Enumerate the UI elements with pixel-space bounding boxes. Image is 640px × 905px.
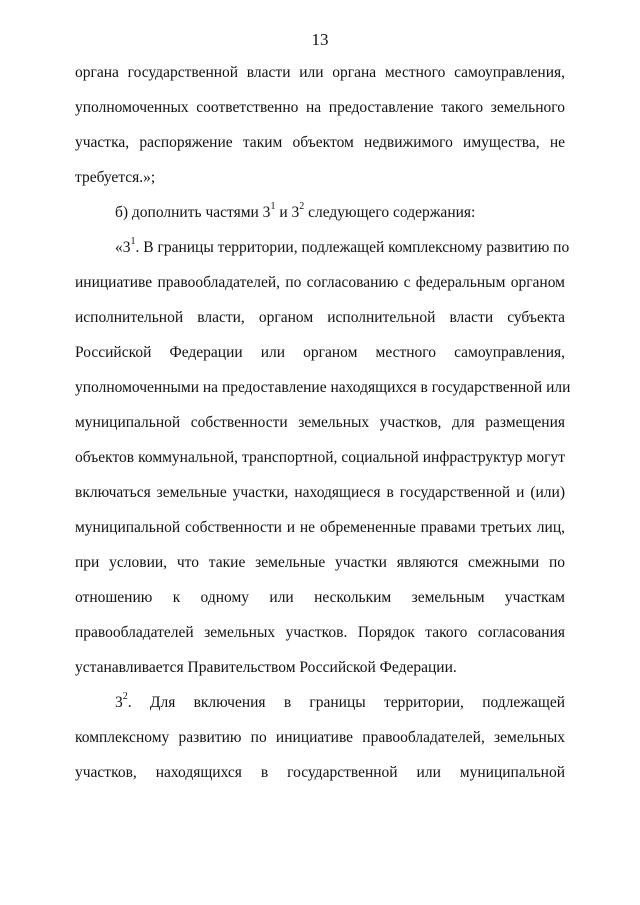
text-line: участков, находящихся в государственной или муниципальной: [75, 764, 565, 781]
text-line: уполномоченных соответственно на предоставление такого земельного: [75, 99, 565, 116]
superscript: 2: [299, 200, 305, 212]
text-line: исполнительной власти, органом исполнительной власти субъекта: [75, 309, 565, 326]
text-line: комплексному развитию по инициативе правообладателей, земельных: [75, 729, 565, 746]
text-line: устанавливается Правительством Российской Федерации.: [75, 659, 457, 676]
text-line: муниципальной собственности и не обремененные правами третьих лиц,: [75, 519, 565, 536]
text-fragment: . Для включения в границы территории, подлежащей: [127, 694, 565, 711]
superscript: 1: [130, 235, 136, 247]
text-line: муниципальной собственности земельных участков, для размещения: [75, 414, 565, 431]
text-fragment: б) дополнить частями 3: [115, 204, 271, 221]
text-line: объектов коммунальной, транспортной, социальной инфраструктур могут: [75, 449, 565, 466]
text-line: участка, распоряжение таким объектом недвижимого имущества, не: [75, 134, 565, 151]
text-fragment: «3: [115, 239, 131, 256]
text-line: правообладателей земельных участков. Порядок такого согласования: [75, 624, 565, 641]
text-line: уполномоченными на предоставление находящихся в государственной или: [75, 379, 571, 396]
superscript: 2: [122, 690, 128, 702]
text-fragment: . В границы территории, подлежащей комплексному развитию по: [135, 239, 570, 256]
paragraph-31-first-line: [115, 235, 570, 258]
text-fragment: 3: [115, 694, 123, 711]
text-line: включаться земельные участки, находящиеся в государственной и (или): [75, 484, 565, 501]
paragraph-32-first-line: [115, 690, 565, 713]
superscript: 1: [270, 200, 276, 212]
text-fragment: и 3: [275, 204, 300, 221]
text-line: отношению к одному или нескольким земельным участкам: [75, 589, 565, 606]
text-line: требуется.»;: [75, 169, 156, 186]
text-line: при условии, что такие земельные участки являются смежными по: [75, 554, 565, 571]
page-number: 13: [311, 30, 329, 49]
text-line: органа государственной власти или органа местного самоуправления,: [75, 64, 565, 81]
text-line: Российской Федерации или органом местного самоуправления,: [75, 344, 565, 361]
paragraph-b-line: [115, 200, 565, 223]
text-fragment: следующего содержания:: [304, 204, 476, 221]
text-line: инициативе правообладателей, по согласованию с федеральным органом: [75, 274, 565, 291]
